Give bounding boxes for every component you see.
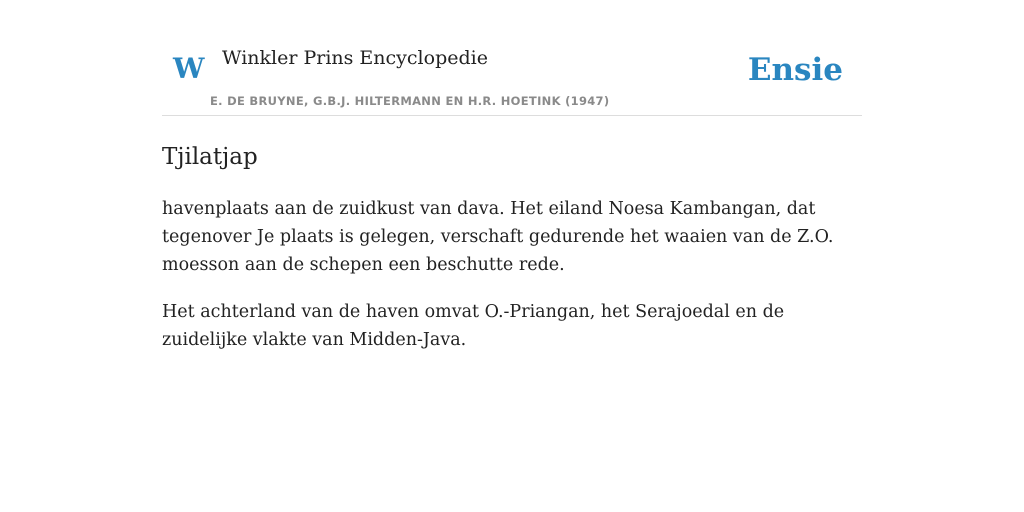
source-logo[interactable]: W [173, 52, 205, 85]
source-title[interactable]: Winkler Prins Encyclopedie [222, 47, 488, 69]
source-authors: E. DE BRUYNE, G.B.J. HILTERMANN EN H.R. HOETINK (1947) [210, 94, 610, 108]
article-paragraph: Het achterland van de haven omvat O.-Priangan, het Serajoedal en de zuidelijke vlakte van Midden-Java. [162, 302, 785, 350]
article-paragraph: havenplaats aan de zuidkust van dava. Het eiland Noesa Kambangan, dat tegenover Je plaats is gelegen, verschaft gedurende het waaien van de Z.O. moesson aan de schepen een beschutte rede. [162, 199, 834, 275]
page [162, 0, 862, 354]
brand-logo[interactable]: Ensie [747, 52, 843, 88]
source-header [162, 0, 862, 116]
article-title: Tjilatjap [162, 144, 258, 170]
